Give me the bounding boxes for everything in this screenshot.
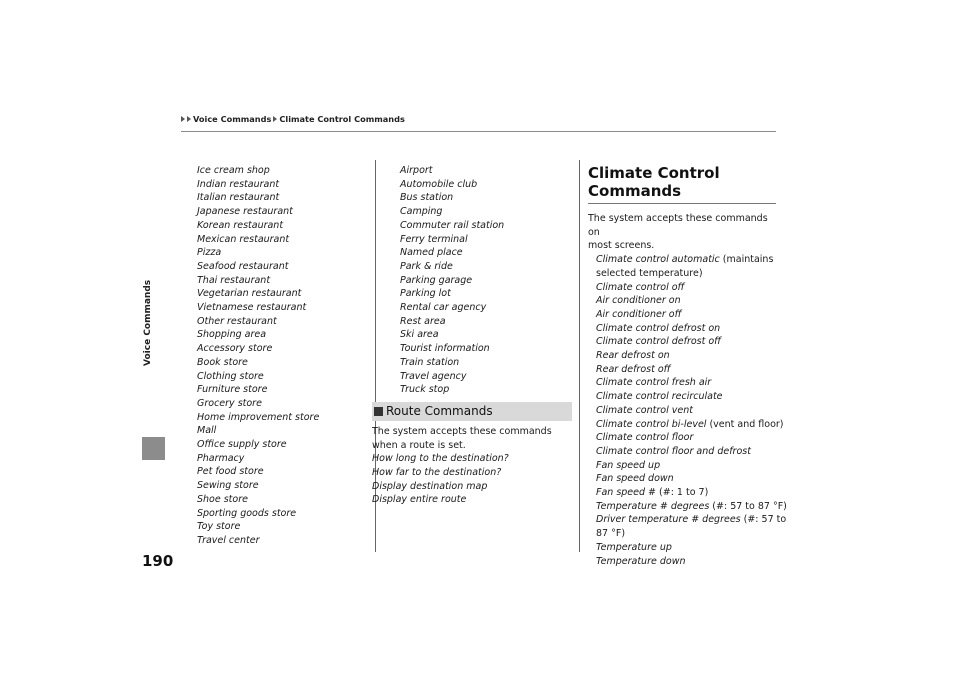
section-heading <box>372 402 572 421</box>
list-item: Air conditioner off <box>596 308 682 320</box>
side-tab-marker <box>142 437 165 460</box>
list-item: How long to the destination? <box>372 453 509 465</box>
command-note: (vent and floor) <box>706 418 784 430</box>
breadcrumb-arrow-icon <box>273 116 277 122</box>
list-item: Travel center <box>197 534 260 546</box>
list-item: Pizza <box>197 247 222 259</box>
list-item: Mexican restaurant <box>197 233 290 245</box>
list-item: Toy store <box>197 521 241 533</box>
section-intro-line: The system accepts these commands <box>372 425 552 437</box>
list-item: Rest area <box>400 315 446 327</box>
list-item: Mall <box>197 425 217 437</box>
list-item: Named place <box>400 247 463 259</box>
list-item: Korean restaurant <box>197 219 284 231</box>
list-item: Pet food store <box>197 466 264 478</box>
list-item: Book store <box>197 356 248 368</box>
list-item: Sporting goods store <box>197 507 297 519</box>
page-number: 190 <box>142 552 174 570</box>
list-item: Indian restaurant <box>197 178 280 190</box>
list-item: Shoe store <box>197 493 248 505</box>
list-item: Pharmacy <box>197 452 245 464</box>
list-item: Air conditioner on <box>596 295 681 307</box>
section-intro-line: The system accepts these commands on <box>588 213 768 238</box>
command-note: selected temperature) <box>596 267 703 279</box>
column-middle <box>372 164 572 507</box>
list-item: Park & ride <box>400 260 453 272</box>
list-item: Thai restaurant <box>197 274 271 286</box>
list-item: How far to the destination? <box>372 467 502 479</box>
command-text: Climate control bi-level <box>596 418 707 430</box>
list-item: Display entire route <box>372 494 467 506</box>
column-right <box>588 164 787 568</box>
list-item: Travel agency <box>400 370 467 382</box>
list-item: Japanese restaurant <box>197 206 293 218</box>
list-item: Fan speed down <box>596 473 674 485</box>
command-note: (#: 57 to <box>740 514 787 526</box>
list-item <box>596 486 778 500</box>
side-tab-label: Voice Commands <box>143 279 153 366</box>
page-title <box>588 164 776 204</box>
list-item: Automobile club <box>400 178 478 190</box>
list-item: Sewing store <box>197 480 259 492</box>
list-item: Fan speed up <box>596 459 661 471</box>
column-left <box>197 164 369 548</box>
command-text: Fan speed # <box>596 487 657 499</box>
breadcrumb <box>181 114 405 124</box>
list-item <box>596 418 784 432</box>
list-item: Rear defrost off <box>596 363 671 375</box>
list-item: Grocery store <box>197 397 262 409</box>
list-item: Rental car agency <box>400 302 487 314</box>
list-item: Climate control off <box>596 281 685 293</box>
list-item: Bus station <box>400 192 454 204</box>
section-intro <box>588 212 778 253</box>
list-item: Climate control defrost on <box>596 322 721 334</box>
list-item: Accessory store <box>197 343 273 355</box>
list-item <box>596 253 778 267</box>
command-note: (#: 57 to 87 °F) <box>709 500 787 512</box>
list-item: Temperature down <box>596 555 686 567</box>
breadcrumb-arrow-icon <box>187 116 191 122</box>
list-item: Ski area <box>400 329 439 341</box>
list-item: Climate control recirculate <box>596 391 723 403</box>
list-item: Truck stop <box>400 384 450 396</box>
list-item <box>596 500 787 514</box>
page-title-line: Commands <box>588 182 682 200</box>
command-text: Climate control automatic <box>596 254 720 266</box>
section-intro <box>372 425 572 452</box>
list-item: Camping <box>400 206 443 218</box>
list-item: Italian restaurant <box>197 192 280 204</box>
section-intro-line: when a route is set. <box>372 439 466 451</box>
list-item: Rear defrost on <box>596 350 670 362</box>
list-item: Ice cream shop <box>197 165 270 176</box>
list-item: Temperature up <box>596 541 672 553</box>
command-note: (maintains <box>719 254 774 266</box>
list-item: Parking garage <box>400 274 473 286</box>
section-title: Route Commands <box>386 404 493 419</box>
breadcrumb-item: Voice Commands <box>193 114 272 124</box>
list-item: Climate control floor and defrost <box>596 445 751 457</box>
command-note: (#: 1 to 7) <box>656 487 709 499</box>
list-item: Climate control floor <box>596 432 694 444</box>
list-item: Home improvement store <box>197 411 320 423</box>
command-text: Temperature # degrees <box>596 500 710 512</box>
list-item: Vietnamese restaurant <box>197 302 307 314</box>
list-item: Climate control fresh air <box>596 377 712 389</box>
list-item <box>596 513 787 527</box>
list-item: Other restaurant <box>197 315 277 327</box>
header-divider <box>181 131 776 132</box>
breadcrumb-item: Climate Control Commands <box>279 114 405 124</box>
list-item: Display destination map <box>372 480 488 492</box>
list-item: Train station <box>400 356 460 368</box>
list-item: Ferry terminal <box>400 233 468 245</box>
command-note: 87 °F) <box>596 528 626 540</box>
list-item: Seafood restaurant <box>197 260 289 272</box>
list-item: Climate control vent <box>596 404 693 416</box>
list-item: Vegetarian restaurant <box>197 288 302 300</box>
list-item: Furniture store <box>197 384 268 396</box>
section-marker-icon <box>374 407 383 416</box>
breadcrumb-arrow-icon <box>181 116 185 122</box>
list-item: Office supply store <box>197 439 287 451</box>
list-item: Parking lot <box>400 288 451 300</box>
command-text: Driver temperature # degrees <box>596 514 741 526</box>
page-title-line: Climate Control <box>588 164 720 182</box>
list-item: Clothing store <box>197 370 264 382</box>
section-intro-line: most screens. <box>588 240 655 252</box>
list-item: Airport <box>400 165 433 176</box>
list-item: Climate control defrost off <box>596 336 722 348</box>
list-item: Tourist information <box>400 343 490 355</box>
list-item: Shopping area <box>197 329 267 341</box>
column-divider <box>579 160 580 552</box>
list-item: Commuter rail station <box>400 219 505 231</box>
